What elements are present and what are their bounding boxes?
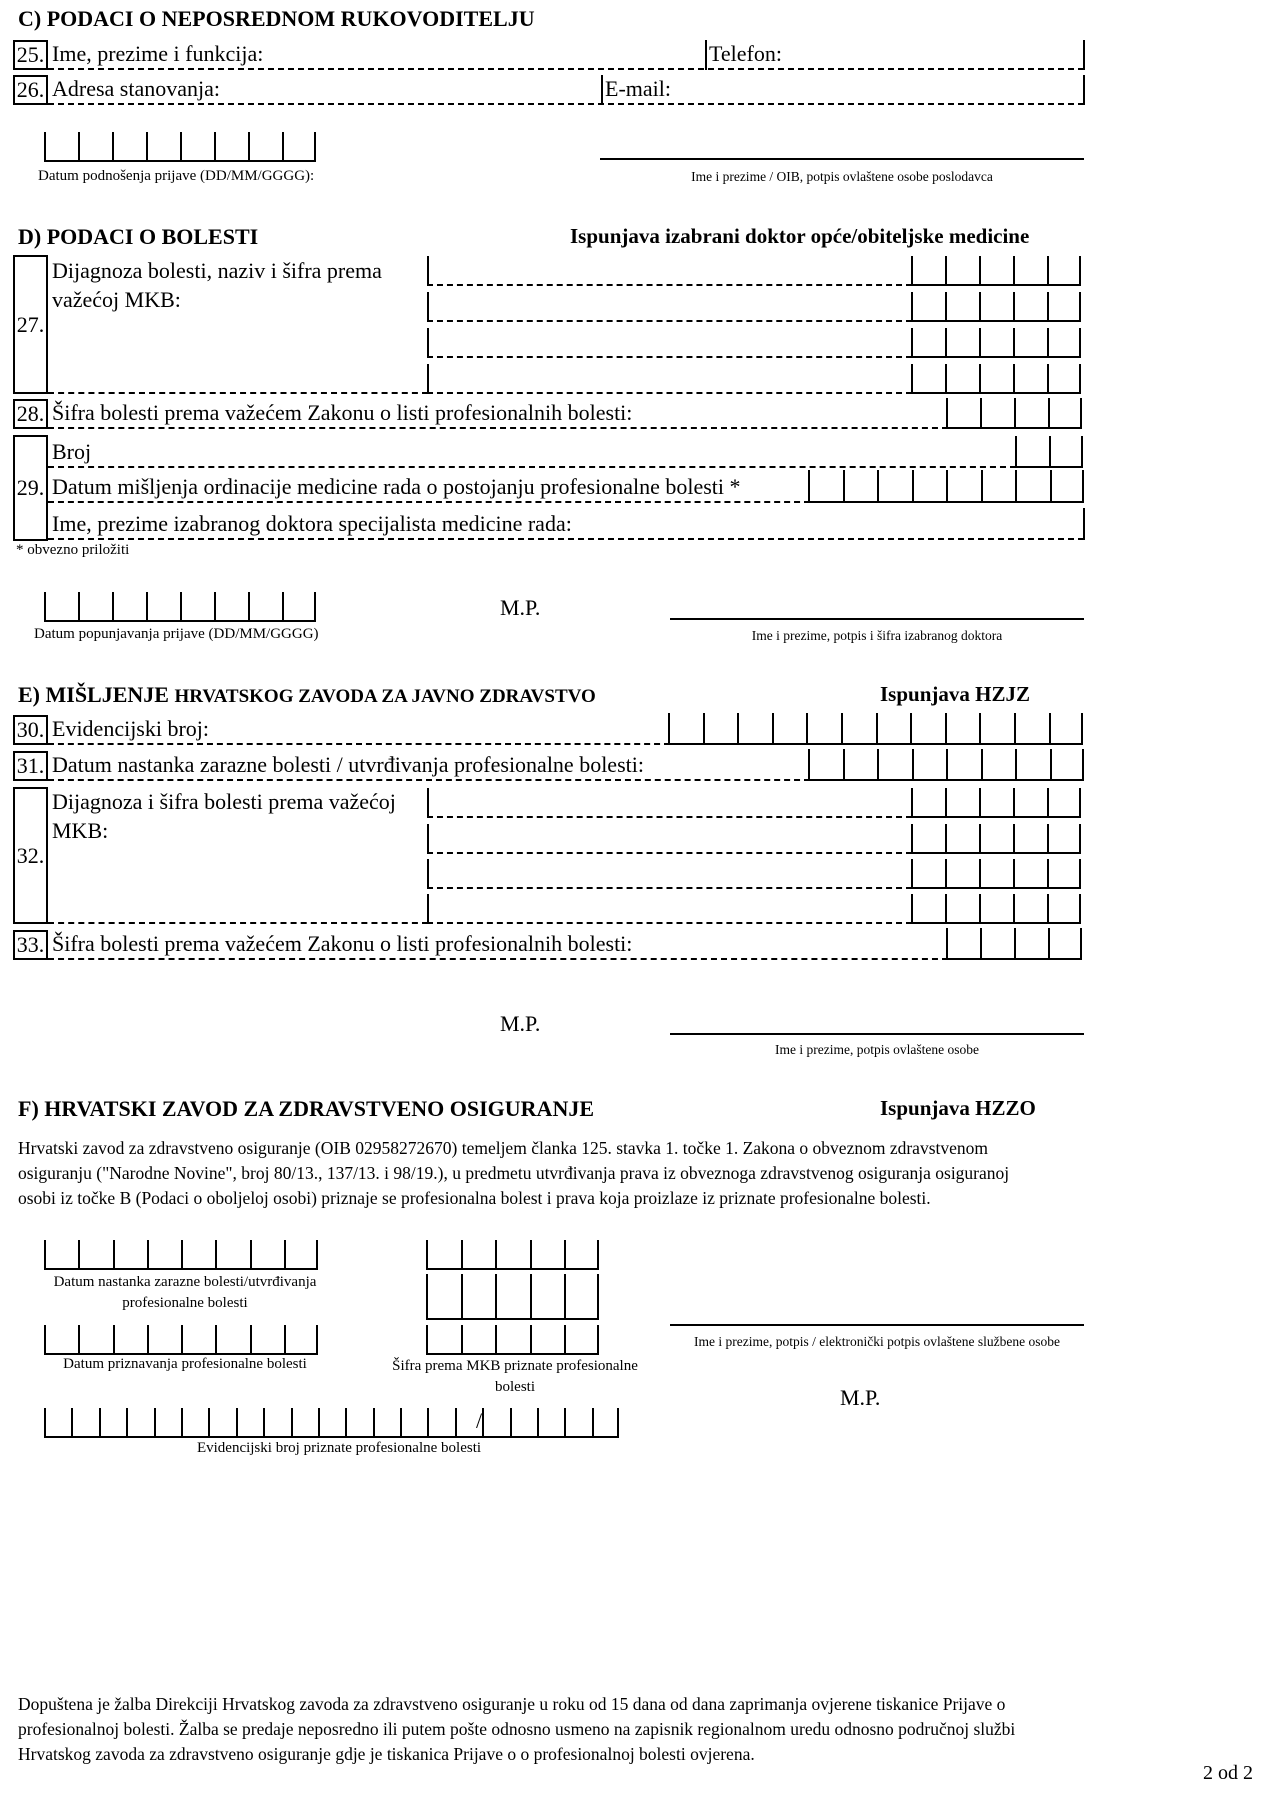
section-f-title: F) HRVATSKI ZAVOD ZA ZDRAVSTVENO OSIGURANJE [18, 1096, 595, 1121]
employer-signature-line[interactable] [600, 158, 1084, 160]
field-number-30: 30. [13, 715, 48, 745]
section-e-filled-by: Ispunjava HZJZ [880, 682, 1030, 706]
onset-date-boxes[interactable] [808, 749, 1084, 781]
opinion-number-boxes[interactable] [1015, 436, 1083, 468]
field-number-27: 27. [13, 255, 48, 394]
diagnosis-4-code-boxes[interactable] [911, 364, 1081, 394]
footnote-mandatory: * obvezno priložiti [16, 542, 130, 558]
section-c-title: C) PODACI O NEPOSREDNOM RUKOVODITELJU [18, 6, 535, 31]
field-27-label-line1: Dijagnoza bolesti, naziv i šifra prema [52, 258, 382, 283]
field-number-28: 28. [13, 399, 48, 429]
hzjz-signature-caption: Ime i prezime, potpis ovlaštene osobe [775, 1042, 979, 1057]
hzzo-recognition-date-boxes[interactable] [44, 1325, 318, 1355]
appeal-notice: Dopuštena je žalba Direkciji Hrvatskog zavoda za zdravstveno osiguranje u roku od 15 dana od dana zaprimanja ovjerene tiskanice Prijave o profesionalnoj bolesti. Žalba se predaje neposredno ili putem pošte odnosno usmeno na zapisnik regionalnom uredu odnosno područnoj službi Hrvatskog zavoda za zdravstveno osiguranje gdje je tiskanica Prijave o o profesionalnoj bolesti ovjerena. [18, 1694, 1016, 1764]
hzjz-occupational-code-boxes[interactable] [946, 928, 1082, 960]
fill-date-caption: Datum popunjavanja prijave (DD/MM/GGGG) [34, 626, 319, 642]
diagnosis-3-code-boxes[interactable] [911, 328, 1081, 358]
field-32-label-line1: Dijagnoza i šifra bolesti prema važećoj [52, 789, 396, 814]
hzzo-recognition-date-caption: Datum priznavanja profesionalne bolesti [63, 1356, 307, 1372]
diagnosis-1-input[interactable] [432, 260, 907, 284]
field-30-label: Evidencijski broj: [52, 716, 210, 741]
field-number-33: 33. [13, 930, 48, 960]
supervisor-phone-input[interactable] [800, 44, 1080, 68]
hzjz-diagnosis-3-input[interactable] [432, 863, 907, 887]
hzzo-mkb-code-boxes-2[interactable] [426, 1274, 599, 1320]
hzjz-diagnosis-2-code-boxes[interactable] [911, 824, 1081, 854]
doctor-signature-caption: Ime i prezime, potpis i šifra izabranog doktora [751, 628, 1003, 643]
field-29-doctor-label: Ime, prezime izabranog doktora specijalista medicine rada: [52, 511, 572, 536]
hzzo-mkb-code-boxes-3[interactable] [426, 1325, 599, 1355]
field-33-label: Šifra bolesti prema važećem Zakonu o listi profesionalnih bolesti: [52, 931, 633, 956]
hzzo-onset-date-caption: Datum nastanka zarazne bolesti/utvrđivanja profesionalne bolesti [53, 1274, 317, 1311]
stamp-placeholder-d: M.P. [500, 595, 541, 620]
field-32-label-line2: MKB: [52, 818, 109, 843]
field-29-date-label: Datum mišljenja ordinacije medicine rada o postojanju profesionalne bolesti * [52, 474, 741, 499]
section-d-title: D) PODACI O BOLESTI [18, 224, 259, 249]
submission-date-boxes[interactable] [44, 132, 316, 162]
field-number-31: 31. [13, 751, 48, 781]
doctor-signature-line[interactable] [670, 618, 1084, 620]
fill-date-boxes[interactable] [44, 592, 316, 622]
hzzo-decision-paragraph: Hrvatski zavod za zdravstveno osiguranje (OIB 02958272670) temeljem članka 125. stavka 1. točke 1. Zakona o obveznom zdravstvenom osiguranju ("Narodne Novine", broj 80/13., 137/13. i 98/19.), u predmetu utvrđivanja prava iz obveznoga zdravstvenog osiguranja osiguranoj osobi iz točke B (Podaci o oboljeloj osobi) priznaje se profesionalna bolest i prava koja proizlaze iz priznate profesionalne bolesti. [18, 1138, 1010, 1208]
stamp-placeholder-f: M.P. [840, 1385, 881, 1410]
occupational-disease-code-boxes[interactable] [946, 398, 1082, 429]
stamp-placeholder-e: M.P. [500, 1011, 541, 1036]
employer-signature-caption: Ime i prezime / OIB, potpis ovlaštene osobe poslodavca [691, 169, 993, 184]
diagnosis-1-code-boxes[interactable] [911, 256, 1081, 286]
diagnosis-2-input[interactable] [432, 296, 907, 320]
hzzo-evidence-number-boxes[interactable] [44, 1408, 619, 1438]
field-number-32: 32. [13, 787, 48, 924]
diagnosis-2-code-boxes[interactable] [911, 292, 1081, 322]
diagnosis-3-input[interactable] [432, 332, 907, 356]
supervisor-email-input[interactable] [680, 79, 1080, 103]
hzzo-signature-line[interactable] [670, 1324, 1084, 1326]
hzzo-signature-caption: Ime i prezime, potpis / elektronički potpis ovlaštene službene osobe [694, 1334, 1060, 1349]
hzjz-diagnosis-3-code-boxes[interactable] [911, 859, 1081, 889]
hzzo-mkb-code-boxes-1[interactable] [426, 1240, 599, 1270]
section-d-filled-by: Ispunjava izabrani doktor opće/obiteljske medicine [570, 224, 1030, 248]
field-27-label-line2: važećoj MKB: [52, 287, 181, 312]
field-26-label: Adresa stanovanja: [52, 76, 220, 101]
field-number-26: 26. [13, 75, 48, 105]
section-f-filled-by: Ispunjava HZZO [880, 1096, 1036, 1120]
hzzo-mkb-caption: Šifra prema MKB priznate profesionalne bolesti [392, 1358, 638, 1395]
diagnosis-4-input[interactable] [432, 368, 907, 392]
hzzo-onset-date-boxes[interactable] [44, 1240, 318, 1270]
hzjz-diagnosis-2-input[interactable] [432, 828, 907, 852]
hzjz-signature-line[interactable] [670, 1033, 1084, 1035]
hzzo-evidence-number-caption: Evidencijski broj priznate profesionalne bolesti [196, 1440, 482, 1456]
opinion-date-boxes[interactable] [808, 470, 1084, 503]
page-number: 2 od 2 [1203, 1762, 1253, 1784]
field-29-broj-label: Broj [52, 439, 92, 464]
supervisor-address-input[interactable] [240, 79, 595, 103]
field-25-phone-label: Telefon: [709, 41, 782, 66]
hzjz-diagnosis-1-input[interactable] [432, 792, 907, 816]
field-number-29: 29. [13, 435, 48, 541]
field-25-label: Ime, prezime i funkcija: [52, 41, 264, 66]
supervisor-name-input[interactable] [300, 44, 700, 68]
field-26-email-label: E-mail: [605, 76, 671, 101]
hzjz-diagnosis-1-code-boxes[interactable] [911, 788, 1081, 818]
occupational-doctor-input[interactable] [580, 513, 1078, 537]
evidence-number-separator: / [476, 1408, 483, 1433]
field-28-label: Šifra bolesti prema važećem Zakonu o listi profesionalnih bolesti: [52, 400, 633, 425]
section-e-title: E) MIŠLJENJE HRVATSKOG ZAVODA ZA JAVNO ZDRAVSTVO [18, 682, 596, 707]
submission-date-caption: Datum podnošenja prijave (DD/MM/GGGG): [38, 168, 315, 184]
field-number-25: 25. [13, 40, 48, 70]
evidence-number-boxes[interactable] [668, 713, 1083, 745]
hzjz-diagnosis-4-input[interactable] [432, 898, 907, 922]
field-31-label: Datum nastanka zarazne bolesti / utvrđivanja profesionalne bolesti: [52, 752, 644, 777]
hzjz-diagnosis-4-code-boxes[interactable] [911, 894, 1081, 924]
